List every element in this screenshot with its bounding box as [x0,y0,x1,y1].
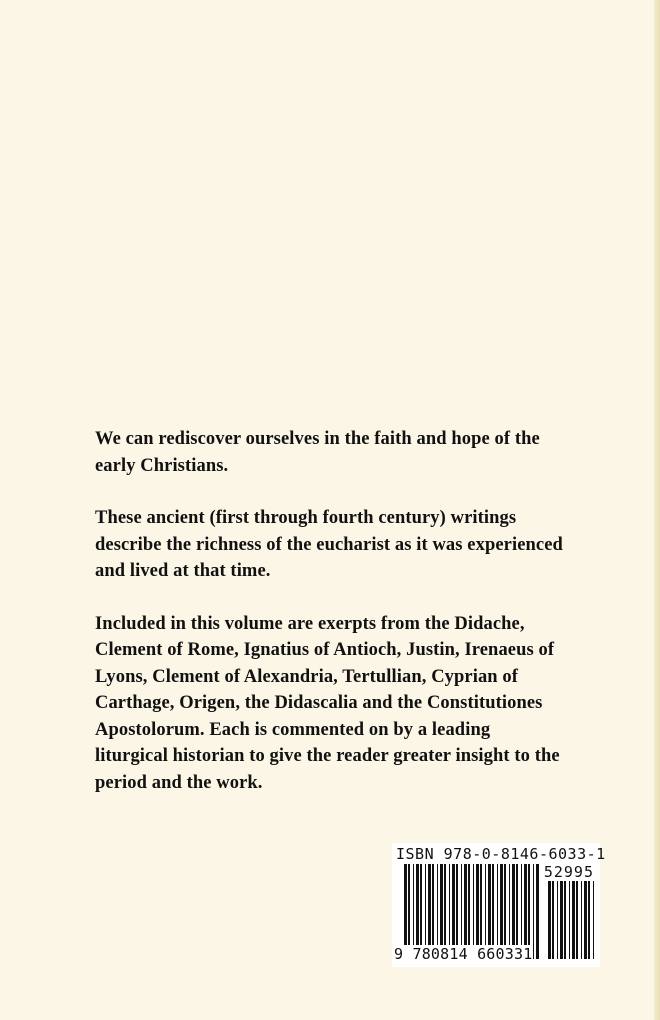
spine-edge [654,0,660,1020]
barcode-bar [576,881,578,959]
barcode-bar [536,864,539,959]
barcode-bar [581,881,582,959]
barcode-bar [533,864,534,959]
blurb-paragraph-1: We can rediscover ourselves in the faith and hope of the early Christians. [95,429,540,476]
barcode-bar [569,881,570,959]
barcode-bar [557,881,558,959]
ean-digits: 9 780814 660331 [394,945,533,963]
isbn-label: ISBN 978-0-8146-6033-1 [396,845,606,863]
blurb-paragraph-3: Included in this volume are exerpts from the Didache, Clement of Rome, Ignatius of Antioch, Justin, Irenaeus of Lyons, Clement of Alexandria, Tertullian, Cyprian of Carthage, Origen, the Didascalia and the Constitutiones Apostolorum. Each is commented on by a leading liturgical historian to give the reader greater insight to the period and the work. [95,613,560,793]
barcode-bar [552,881,554,959]
isbn-barcode [392,843,606,967]
barcode-bar [564,881,566,959]
barcode-bar [572,881,575,959]
barcode-bar [593,881,594,959]
blurb-paragraph-2: These ancient (first through fourth century) writings describe the richness of the eucharist as it was experienced and lived at that time. [95,508,563,581]
barcode-bar [548,881,551,959]
blurb-text [95,426,565,822]
price-code: 52995 [543,863,594,881]
barcode-bar [560,881,563,959]
barcode-bar [588,881,590,959]
barcode-bar [584,881,587,959]
